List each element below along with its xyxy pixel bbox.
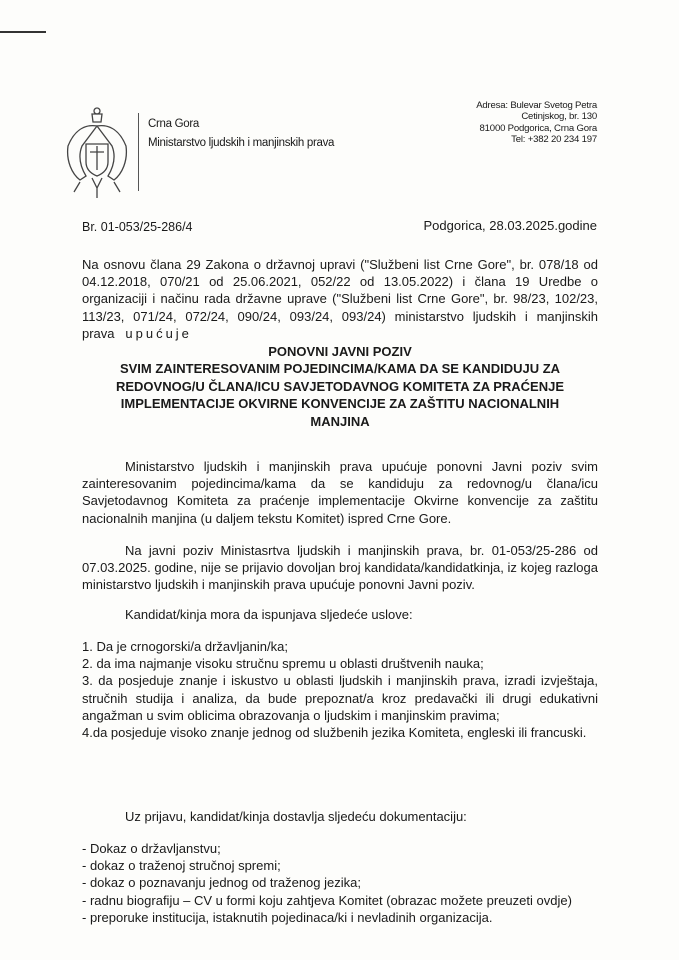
- title-line: REDOVNOG/U ČLANA/ICU SAVJETODAVNOG KOMITETA ZA PRAĆENJE: [115, 378, 565, 394]
- list-item: - dokaz o poznavanju jednog od traženog jezika;: [82, 875, 361, 891]
- document-date: Podgorica, 28.03.2025.godine: [423, 218, 597, 233]
- paragraph-1: Ministarstvo ljudskih i manjinskih prava upućuje ponovni Javni poziv svim zainteresovanim pojedincima/kama da se kandiduju za redovnog/u člana/icu Savjetodavnog Komiteta za praćenje implementacije Okvirne konvencije za zaštitu nacionalnih manjina (u daljem tekstu Komitet) ispred Crne Gore.: [82, 459, 598, 526]
- ministry-name: Ministarstvo ljudskih i manjinskih prava: [148, 137, 335, 149]
- list-item: 3. da posjeduje znanje i iskustvo u oblasti ljudskih i manjinskih prava, izradi izvještaja, stručnih studija i analiza, da bude prepoznat/a kroz predavački ili drugi edukativni angažman u svim oblicima obrazovanja o ljudskim i manjinskim pravima;: [82, 673, 598, 723]
- header-divider: [138, 113, 139, 191]
- conditions-list: [82, 638, 598, 741]
- paragraph-2: Na javni poziv Ministasrtva ljudskih i manjinskih prava, br. 01-053/25-286 od 07.03.2025. godine, nije se prijavio dovoljan broj kandidata/kandidatkinja, iz kojeg razloga ministarstvo ljudskih i manjinskih prava upućuje ponovni Javni poziv.: [82, 543, 598, 593]
- documents-heading: Uz prijavu, kandidat/kinja dostavlja sljedeću dokumentaciju:: [125, 809, 467, 824]
- reference-number: Br. 01-053/25-286/4: [82, 220, 193, 234]
- conditions-heading: Kandidat/kinja mora da ispunjava sljedeće uslove:: [125, 607, 413, 622]
- list-item: - Dokaz o državljanstvu;: [82, 841, 221, 856]
- intro-paragraph: Na osnovu člana 29 Zakona o državnoj upravi ("Službeni list Crne Gore", br. 078/18 od 04.12.2018, 070/21 od 25.06.2021, 052/22 od 13.05.2022) i člana 19 Uredbe o organizaciji i načinu rada državne uprave ("Službeni list Crne Gore", br. 98/23, 102/23, 113/23, 071/24, 072/24, 090/24, 093/24, 093/24) ministarstvo ljudskih i manjinskih prava upućuje: [82, 257, 598, 341]
- address-line: Adresa: Bulevar Svetog Petra: [476, 100, 597, 111]
- scan-mark: [0, 31, 46, 33]
- address-line: 81000 Podgorica, Crna Gora: [479, 122, 597, 134]
- address-line: Cetinjskog, br. 130: [521, 111, 597, 123]
- country-name: Crna Gora: [148, 118, 199, 130]
- title-line: IMPLEMENTACIJE OKVIRNE KONVENCIJE ZA ZAŠTITU NACIONALNIH: [120, 396, 560, 412]
- list-item: 2. da ima najmanje visoku stručnu spremu u oblasti društvenih nauka;: [82, 656, 484, 672]
- list-item: - dokaz o traženoj stručnoj spremi;: [82, 858, 281, 874]
- title-line: PONOVNI JAVNI POZIV: [268, 344, 412, 359]
- documents-list: [82, 840, 598, 926]
- coat-of-arms-icon: [62, 106, 132, 206]
- title-line: MANJINA: [310, 413, 370, 429]
- list-item: - preporuke institucija, istaknutih pojedinaca/ki i nevladinih organizacija.: [82, 909, 493, 925]
- list-item: - radnu biografiju – CV u formi koju zahtjeva Komitet (obrazac možete preuzeti ovdje): [82, 892, 572, 908]
- title-line: SVIM ZAINTERESOVANIM POJEDINCIMA/KAMA DA SE KANDIDUJU ZA: [119, 361, 561, 377]
- phone-line: Tel: +382 20 234 197: [511, 134, 597, 146]
- list-item: 1. Da je crnogorski/a državljanin/ka;: [82, 639, 288, 654]
- document-title: [82, 343, 598, 430]
- list-item: 4.da posjeduje visoko znanje jednog od službenih jezika Komiteta, engleski ili francuski.: [82, 725, 587, 741]
- address-block: [476, 100, 597, 146]
